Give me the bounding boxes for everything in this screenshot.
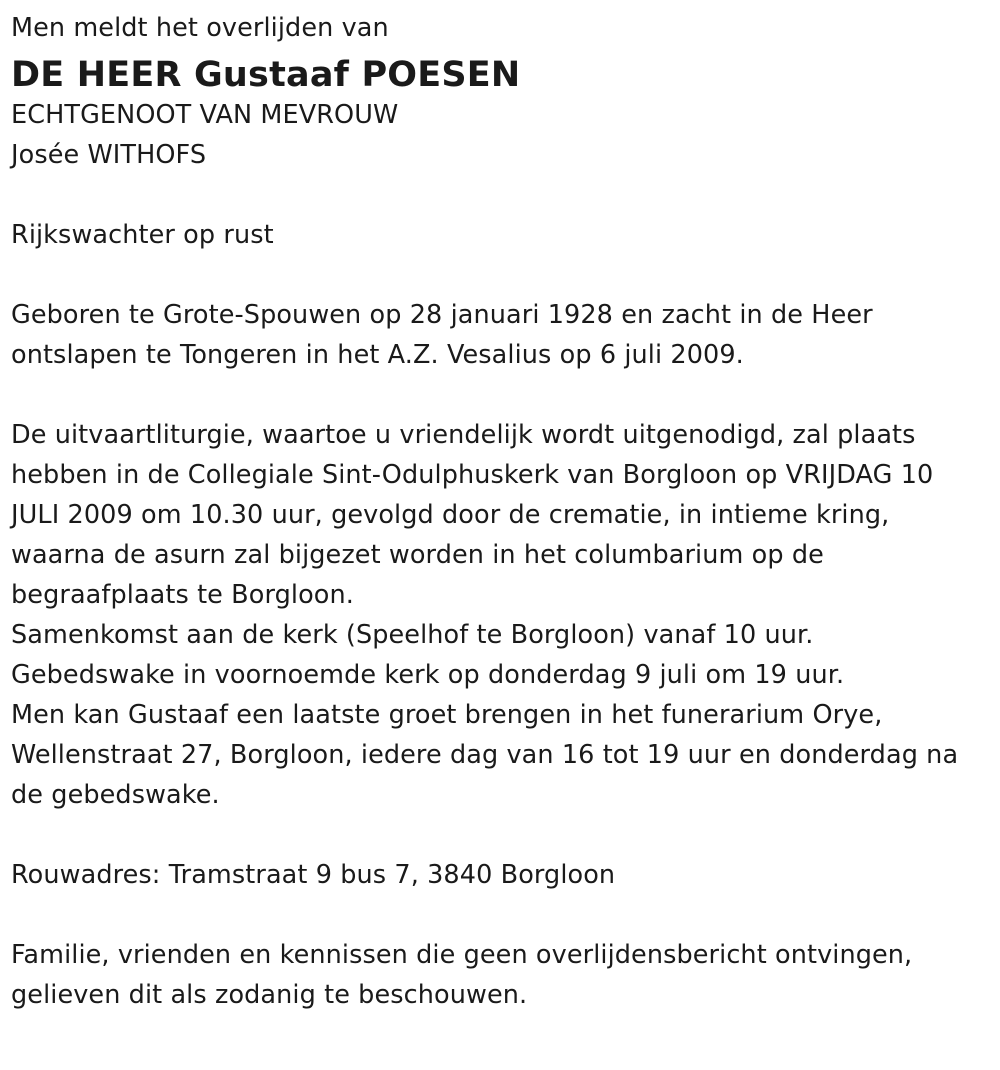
paragraph-line: Samenkomst aan de kerk (Speelhof te Borgloon) vanaf 10 uur. [11,620,814,650]
paragraph-line: Gebedswake in voornoemde kerk op donderdag 9 juli om 19 uur. [11,660,845,690]
paragraph-line: gelieven dit als zodanig te beschouwen. [11,980,528,1010]
deceased-name: DE HEER Gustaaf POESEN [11,55,521,95]
spouse-name: Josée WITHOFS [11,140,207,170]
paragraph-line: Geboren te Grote-Spouwen op 28 januari 1928 en zacht in de Heer [11,300,873,330]
spacer [11,815,986,855]
paragraph-line: Wellenstraat 27, Borgloon, iedere dag van 16 tot 19 uur en donderdag na [11,740,959,770]
spacer [11,375,986,415]
paragraph-line: begraafplaats te Borgloon. [11,580,354,610]
intro-text: Men meldt het overlijden van [11,13,389,43]
paragraph-line: Men kan Gustaaf een laatste groet brengen in het funerarium Orye, [11,700,883,730]
paragraph-line: ontslapen te Tongeren in het A.Z. Vesalius op 6 juli 2009. [11,340,744,370]
ceremony-paragraph [11,415,986,815]
paragraph-line: hebben in de Collegiale Sint-Odulphuskerk van Borgloon op VRIJDAG 10 [11,460,934,490]
spacer [11,255,986,295]
spacer [11,175,986,215]
paragraph-line: waarna de asurn zal bijgezet worden in het columbarium op de [11,540,824,570]
spouse-label: ECHTGENOOT VAN MEVROUW [11,100,399,130]
mourning-address: Rouwadres: Tramstraat 9 bus 7, 3840 Borgloon [11,860,616,890]
paragraph-line: de gebedswake. [11,780,220,810]
birth-death-paragraph [11,295,986,375]
closing-paragraph [11,935,986,1015]
paragraph-line: JULI 2009 om 10.30 uur, gevolgd door de crematie, in intieme kring, [11,500,890,530]
paragraph-line: Familie, vrienden en kennissen die geen overlijdensbericht ontvingen, [11,940,913,970]
spacer [11,895,986,935]
death-notice [11,8,986,1015]
paragraph-line: De uitvaartliturgie, waartoe u vriendelijk wordt uitgenodigd, zal plaats [11,420,916,450]
profession: Rijkswachter op rust [11,220,274,250]
